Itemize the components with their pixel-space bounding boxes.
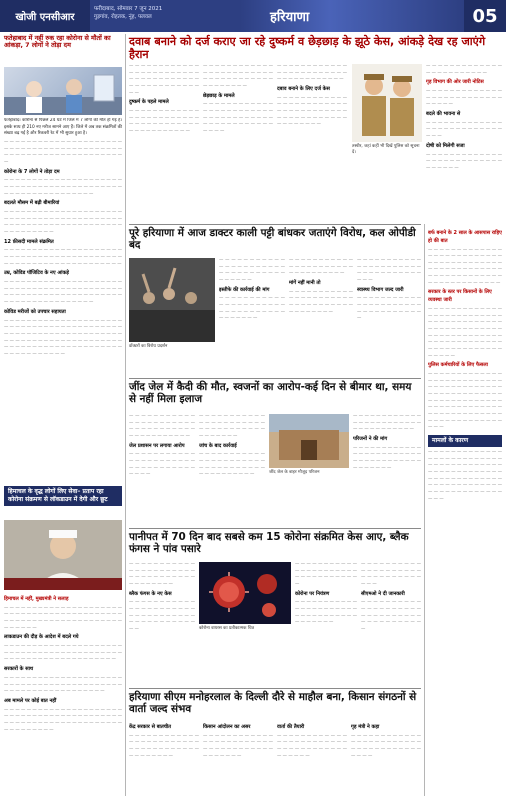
left-sub-3: 12 फ़ीसदी मामले संक्रमित bbox=[4, 238, 54, 245]
protest-caption: डॉक्टरों का विरोध प्रदर्शन bbox=[129, 344, 168, 349]
jail-sub-3: परिजनों ने की मांग bbox=[353, 435, 388, 442]
right-boxed: मामलों के कारण bbox=[428, 435, 502, 447]
edition-meta bbox=[90, 0, 240, 32]
cm-sub-1: केंद्र सरकार से बातचीत bbox=[129, 724, 172, 730]
cm-sub-3: वार्ता की तैयारी bbox=[277, 724, 305, 730]
left-sub-5: कोविड मरीजों को उपचार सहायता bbox=[4, 308, 66, 315]
bottom-left-headline: हिमाचल में नहीं, मुख्यमंत्री ने सलाह bbox=[4, 596, 69, 602]
jail-col-3: — — — — — — — — — — — — — — — — — — — — — — — — — — — — — — — — — — — परिजनों ने की मांग — — — — — — — — — — — — — — — — — — — — — — — — — — — — — — — — — — — — — — — — — — — bbox=[353, 414, 421, 471]
right-sub-2: सरकार के स्तर पर किसानों के लिए व्यवस्था जारी bbox=[428, 289, 492, 304]
minister-photo bbox=[4, 520, 122, 590]
story1-col-1: — — — — — — — — — — — — — — — — — — — — — — — — — — — — — — — — — — — — — — — — — — — — — — — — — — दुष्कर्म के पहले मामले — — — — — — — — — — — — — — — — — — — — — — — — — — — — — — — — — — — — — — — — — — — — — — — bbox=[129, 64, 199, 134]
left-headline: फतेहाबाद में नहीं रुक रहा कोरोना से मौतों का आंकड़ा, 7 लोगों ने तोड़ा दम bbox=[4, 34, 111, 50]
doctors-col-1: — — — — — — — — — — — — — — — — — — — — — — — — — — — — — — — — — — — — — — — इस्तीफे की कार्रवाई की मांग — — — — — — — — — — — — — — — — — — — — — — — — — — — — — — — — — — — — — — — — bbox=[219, 258, 285, 322]
left-intro: फतेहाबाद। कोरोना से पिछले 24 घंटे में जिले में 7 लोगों की मौत हो गई है। इसके साथ ही 210 नए मरीज सामने आए हैं। जिले में अब तक संक्रमितों की संख्या बढ़ गई है और रिकवरी रेट में भी सुधार हुआ है। bbox=[4, 118, 122, 137]
story1-col-3: — — — — — — — — — — — — — — — — — — — — — — — — — — — — — — — — — — — — दबाव बनाने के लिए दर्ज केस — — — — — — — — — — — — — — — — — — — — — — — — — — — — — — — — — — — — — — — — — — — — — — — — — — — — — — — — bbox=[277, 64, 347, 128]
jail-sub-2: जांच के बाद कार्रवाई bbox=[199, 442, 237, 449]
cm-col-4: गृह मंत्री ने कहा — — — — — — — — — — — — — — — — — — — — — — — — — — — — — — — — — — — — — — — — bbox=[351, 724, 421, 759]
main-headline: दवाब बनाने को दर्ज कराए जा रहे दुष्कर्म व छेड़छाड़ के झूठे केस, आंकड़े देख रह जाएंगे हैरान bbox=[129, 35, 486, 61]
sidebar-item-1: बदले की भावना से bbox=[426, 111, 461, 118]
doctors-sub-3: स्वास्थ्य विभाग जल्द जारी bbox=[357, 286, 404, 293]
left-sub-2: बदलते मौसम में बढ़ी बीमारियां bbox=[4, 200, 60, 207]
left-sub-4: उम्र, कोविड पॉजिटिव के नए आंकड़े bbox=[4, 270, 69, 277]
panipat-col-2: — — — — — — — — — — — — — — — — — — — — — — — — — — — — — — — — — — कोरोना पर नियंत्रण — — — — — — — — — — — — — — — — — — — — — — — — — — — — — — — — — — — — — — — — bbox=[295, 562, 357, 626]
cm-col-1: केंद्र सरकार से बातचीत — — — — — — — — — — — — — — — — — — — — — — — — — — — — — — — — — — — — — — — — — — — — bbox=[129, 724, 199, 759]
divider-4 bbox=[129, 688, 421, 689]
section-title: हरियाणा bbox=[240, 0, 464, 32]
virus-photo bbox=[199, 562, 291, 624]
story1-col-2: — — — — — — — — — — — — — — — — — — — — — — — — — — — — — — — — — — — — — — — — — — — — छेड़छाड़ के मामले — — — — — — — — — — — — — — — — — — — — — — — — — — — — — — — — — — — — — — — — — — — — — — — — — — — — bbox=[203, 64, 273, 134]
covid-photo bbox=[4, 67, 122, 115]
newspaper-logo: खोजी एनसीआर bbox=[0, 0, 90, 32]
doctors-headline: पूरे हरियाणा में आज डाक्टर काली पट्टी बांधकर जताएंगे विरोध, कल ओपीडी बंद bbox=[129, 227, 416, 251]
edition-cities: गुड़गांव, रोहतक, नूंह, पलवल bbox=[94, 14, 152, 21]
right-column-divider bbox=[424, 224, 425, 796]
divider-2 bbox=[129, 378, 421, 379]
bottom-left-sub-2: सरकारों के साथ bbox=[4, 666, 34, 673]
jail-headline: जींद जेल में कैदी की मौत, स्वजनों का आरोप-कई दिन से बीमार था, समय से नहीं मिला इलाज bbox=[129, 381, 412, 405]
cm-sub-4: गृह मंत्री ने कहा bbox=[351, 724, 380, 730]
bottom-left-sub-1: लाकडाउन की दौड़ के आदेश में बदले गये bbox=[4, 634, 79, 641]
divider-1 bbox=[129, 224, 421, 225]
story1-sub-2: छेड़छाड़ के मामले bbox=[203, 92, 235, 99]
panipat-col-3: — — — — — — — — — — — — — — — — — — — — — — — — — — — — — — — — — सीएमओ ने दी जानकारी — — — — — — — — — — — — — — — — — — — — — — — — — — — — — — — — — — — — — — — — — bbox=[361, 562, 421, 632]
story1-sub-3: दबाव बनाने के लिए दर्ज केस bbox=[277, 85, 330, 92]
jail-caption: जींद जेल के बाहर मौजूद परिजन bbox=[269, 470, 320, 475]
edition-date: फरीदाबाद, सोमवार 7 जून 2021 bbox=[94, 6, 163, 12]
panipat-sub-3: सीएमओ ने दी जानकारी bbox=[361, 590, 405, 597]
panipat-col-1: — — — — — — — — — — — — — — — — — — — — — — — — — — — — — — — — — — — — — — — — — ब्लैक फंगस के नए केस — — — — — — — — — — — — — — — — — — — — — — — — — — — — — — — — — — — — — — — — — — — — — — bbox=[129, 562, 195, 632]
cm-col-3: वार्ता की तैयारी — — — — — — — — — — — — — — — — — — — — — — — — — — — — — — — — — — — — — — — — — — bbox=[277, 724, 347, 759]
column-divider bbox=[125, 34, 126, 796]
jail-photo bbox=[269, 414, 349, 468]
cm-col-2: किसान आंदोलन का असर — — — — — — — — — — — — — — — — — — — — — — — — — — — — — — — — — — — — — — — — — — — bbox=[203, 724, 273, 759]
story1-sub-1: दुष्कर्म के पहले मामले bbox=[129, 99, 169, 106]
right-sub-3: पुलिस कर्मचारियों के लिए फैसला bbox=[428, 362, 488, 369]
panipat-sub-1: ब्लैक फंगस के नए केस bbox=[129, 590, 172, 597]
sidebar: — — — — — — — — — — — — — — — — — — — — — — — — गृह विभाग की ओर जारी नोटिस — — — — — — — — — — — — — — — — — — — — — — — — — — — — — — — बदले की भावना से — — — — — — — — — — — — — — — — — — — — — — — — — — — — — दोषी को मिलेगी सजा — — — — — — — — — — — — — — — — — — — — — — — — — — — — — — — — bbox=[426, 64, 502, 171]
doctors-sub-1: इस्तीफे की कार्रवाई की मांग bbox=[219, 286, 270, 293]
sidebar-item-2: दोषी को मिलेगी सजा bbox=[426, 142, 465, 149]
bottom-left-body: हिमाचल में नहीं, मुख्यमंत्री ने सलाह — — — — — — — — — — — — — — — — — — — — — — — — — — — — — — — — — — — — — — — — — — — — — — — — — — — — — — — — — — — — — — — — — — — — — लाकडाउन की दौड़ के आदेश में बदले गये — — — — — — — — — — — — — — — — — — — — — — — — — — — — — — — — — — — — — — — — — — — — — — — — — — — — — — — — — — — — — — सरकारों के साथ — — — — — — — — — — — — — — — — — — — — — — — — — — — — — — — — — — — — — — — — — — — — — — — — — — — — — — — — — — — — अब मामले पर कोई बात नहीं — — — — — — — — — — — — — — — — — — — — — — — — — — — — — — — — — — — — — — — — — — — — — — — — — — — — — — — — — — — — — — — — — — — — — — — — bbox=[4, 596, 122, 733]
right-column: बर्फ बनाने के 2 साल के आसपास राहिए हो की बात — — — — — — — — — — — — — — — — — — — — — — — — — — — — — — — — — — — — — — — — — — — — — — — — — — — — — — — — — — — — — — — — — — — — — — — — — — — — — — सरकार के स्तर पर किसानों के लिए व्यवस्था जारी — — — — — — — — — — — — — — — — — — — — — — — — — — — — — — — — — — — — — — — — — — — — — — — — — — — — — — — — — — — — — — — — — — — — — — — — — — — — — — — — — — — — — — — — — — — — — — — — पुलिस कर्मचारियों के लिए फैसला — — — — — — — — — — — — — — — — — — — — — — — — — — — — — — — — — — — — — — — — — — — — — — — — — — — — — — — — — — — — — — — — — — — — — — — — — — — — — — — — — — — — — — — — — — — — — — — — — — — — — — — — — — — मामलों के कारण — — — — — — — — — — — — — — — — — — — — — — — — — — — — — — — — — — — — — — — — — — — — — — — — — — — — — — — — — — — — — — — — — — — — — — — — — — — — — — — — — — — — — — — — — — — — — — bbox=[428, 230, 502, 502]
panipat-headline: पानीपत में 70 दिन बाद सबसे कम 15 कोरोना संक्रमित केस आए, ब्लैक फंगस ने पांव पसारे bbox=[129, 531, 409, 555]
panipat-sub-2: कोरोना पर नियंत्रण bbox=[295, 590, 330, 597]
jail-col-1: — — — — — — — — — — — — — — — — — — — — — — — — — — — — — — — — — — — — — — — — — — — — जेल प्रशासन पर लगाया आरोप — — — — — — — — — — — — — — — — — — — — — — — — — — — — — — — — — — — — — bbox=[129, 414, 195, 478]
left-column-body: फतेहाबाद। कोरोना से पिछले 24 घंटे में जिले में 7 लोगों की मौत हो गई है। इसके साथ ही 210 नए मरीज सामने आए हैं। जिले में अब तक संक्रमितों की संख्या बढ़ गई है और रिकवरी रेट में भी सुधार हुआ है। — — — — — — — — — — — — — — — — — — — — — — — — — — — — — — — — — — — — — — — — — — — — — — — — — — — — — — — — — — — — — — — — कोरोना के 7 लोगों ने तोड़ा दम — — — — — — — — — — — — — — — — — — — — — — — — — — — — — — — — — — — — — — — — — — — — — — — — — — — — — — — — — — बदलते मौसम में बढ़ी बीमारियां — — — — — — — — — — — — — — — — — — — — — — — — — — — — — — — — — — — — — — — — — — — — — — — — — — — — — — — — — — — — — — — — — — — — — — — — 12 फ़ीसदी मामले संक्रमित — — — — — — — — — — — — — — — — — — — — — — — — — — — — — — — — — — — — — — — — — — — — — — — — — — — — — — — — — — — — — — — उम्र, कोविड पॉजिटिव के नए आंकड़े — — — — — — — — — — — — — — — — — — — — — — — — — — — — — — — — — — — — — — — — — — — — — — — — — — — — — — — — — — — — — — — — — — — — — — — — — — — — — — — कोविड मरीजों को उपचार सहायता — — — — — — — — — — — — — — — — — — — — — — — — — — — — — — — — — — — — — — — — — — — — — — — — — — — — — — — — — — — — — — — — — — — — — — — — — — — — — — — — — — — — — — — — — — — — — — — — — — — — — — — — — — — — — — — — — — — — bbox=[4, 118, 122, 357]
doctors-col-3: — — — — — — — — — — — — — — — — — — — — — — — — — — — — — — — — — — — — स्वास्थ्य विभाग जल्द जारी — — — — — — — — — — — — — — — — — — — — — — — — — — — — — — — — — — bbox=[357, 258, 421, 322]
virus-caption: कोरोना वायरस का प्रतीकात्मक चित्र bbox=[199, 626, 255, 631]
left-sub-1: कोरोना के 7 लोगों ने तोड़ा दम bbox=[4, 168, 60, 175]
police-caption: तस्वीर, जहां कहीं भी दिखें पुलिस को सूचना दें। bbox=[352, 144, 420, 156]
bottom-left-sub-3: अब मामले पर कोई बात नहीं bbox=[4, 697, 57, 704]
page-number: 05 bbox=[464, 0, 506, 32]
divider-3 bbox=[129, 528, 421, 529]
cm-headline: हरियाणा सीएम मनोहरलाल के दिल्ली दौरे से माहौल बना, किसान संगठनों से वार्ता जल्द संभव bbox=[129, 691, 417, 715]
doctors-col-2: — — — — — — — — — — — — — — — — — — — — — — — — — — — — — — — — मांगें नहीं मानी तो — — — — — — — — — — — — — — — — — — — — — — — — — — — — — — — — — — — — — — — — — bbox=[289, 258, 353, 315]
cm-sub-2: किसान आंदोलन का असर bbox=[203, 724, 251, 730]
jail-col-2: — — — — — — — — — — — — — — — — — — — — — — — — — — — — — — — — — — — — — — — — जांच के बाद कार्रवाई — — — — — — — — — — — — — — — — — — — — — — — — — — — — — — — — — — — — — — — — — — — bbox=[199, 414, 265, 478]
doctors-sub-2: मांगें नहीं मानी तो bbox=[289, 279, 321, 286]
police-illustration bbox=[352, 64, 422, 142]
jail-sub-1: जेल प्रशासन पर लगाया आरोप bbox=[129, 442, 185, 449]
left-boxed-headline: हिमाचल के वृद्ध लोगों लिए सेवा– प्रताप रहा कोरोना संक्रमण से लॉकडाउन में देगी और छूट bbox=[4, 486, 122, 506]
sidebar-title: गृह विभाग की ओर जारी नोटिस bbox=[426, 79, 484, 86]
protest-photo bbox=[129, 258, 215, 342]
masthead bbox=[0, 0, 506, 32]
right-sub-1: बर्फ बनाने के 2 साल के आसपास राहिए हो की बात bbox=[428, 230, 502, 244]
